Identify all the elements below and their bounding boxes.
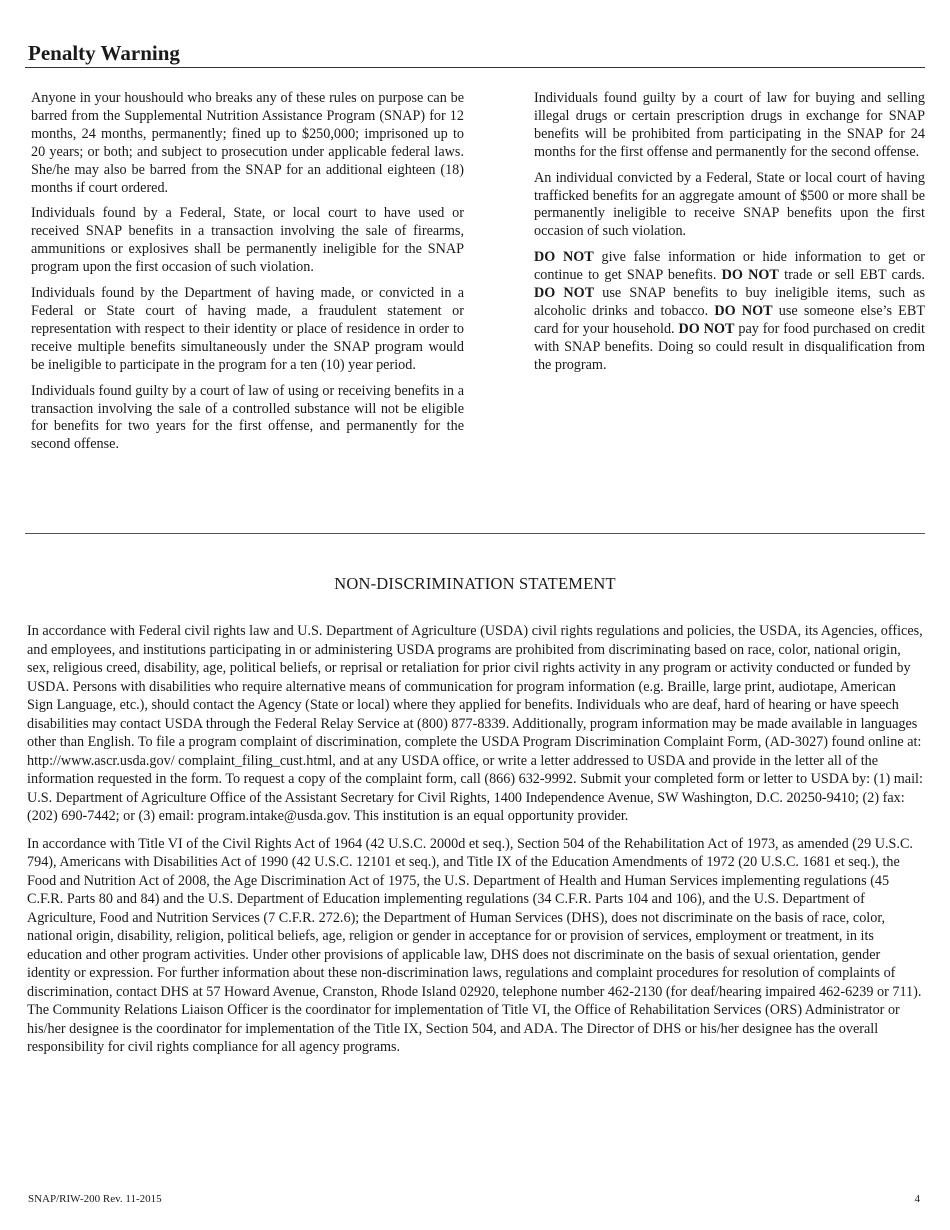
- penalty-paragraph: Anyone in your houshould who breaks any of these rules on purpose can be barred from the Supplemental Nutrition Assistance Program (SNAP) for 12 months, 24 months, permanently; fined up to $250,000; imprisoned up to 20 years; or both; and subject to prosecution under applicable federal laws. She/he may also be barred from the SNAP for an additional eighteen (18) months if court ordered.: [31, 90, 464, 196]
- page-title: Penalty Warning: [28, 41, 180, 65]
- non-discrimination-heading: NON-DISCRIMINATION STATEMENT: [334, 574, 616, 593]
- non-discrimination-paragraph: In accordance with Federal civil rights law and U.S. Department of Agriculture (USDA) civil rights regulations and policies, the USDA, its Agencies, offices, and employees, and institutions participating in or administering USDA programs are prohibited from discriminating based on race, color, national origin, sex, religious creed, disability, age, political beliefs, or reprisal or retaliation for prior civil rights activity in any program or activity conducted or funded by USDA. Persons with disabilities who require alternative means of communication for program information (e.g. Braille, large print, audiotape, American Sign Language, etc.), should contact the Agency (State or local) where they applied for benefits. Individuals who are deaf, hard of hearing or have speech disabilities may contact USDA through the Federal Relay Service at (800) 877-8339. Additionally, program information may be made available in languages other than English. To file a program complaint of discrimination, complete the USDA Program Discrimination Complaint Form, (AD-3027) found online at: http://www.ascr.usda.gov/ complaint_filing_cust.html, and at any USDA office, or write a letter addressed to USDA and provide in the letter all of the information requested in the form. To request a copy of the complaint form, call (866) 632-9992. Submit your completed form or letter to USDA by: (1) mail: U.S. Department of Agriculture Office of the Assistant Secretary for Civil Rights, 1400 Independence Avenue, SW Washington, D.C. 20250-9410; (2) fax: (202) 690-7442; or (3) email: program.intake@usda.gov. This institution is an equal opportunity provider.: [27, 623, 923, 824]
- penalty-paragraph: Individuals found guilty by a court of law for buying and selling illegal drugs or certain prescription drugs in exchange for SNAP benefits will be prohibited from participating in the SNAP for 24 months for the first offense and permanently for the second offense.: [534, 90, 925, 160]
- penalty-left-column: [31, 90, 464, 462]
- do-not-text: use SNAP benefits to buy ineligible items, such as alcoholic drinks and tobacco.: [534, 285, 926, 319]
- penalty-paragraph: An individual convicted by a Federal, State or local court of having trafficked benefits for an aggregate amount of $500 or more shall be permanently ineligible to receive SNAP benefits upon the first occasion of such violation.: [534, 169, 925, 240]
- page-number: 4: [914, 1193, 920, 1205]
- do-not-text: use someone else’s EBT card for your household.: [534, 302, 925, 337]
- do-not-label: DO NOT: [714, 302, 773, 319]
- form-identifier: SNAP/RIW-200 Rev. 11-2015: [28, 1193, 162, 1205]
- penalty-paragraph: Individuals found by the Department of having made, or convicted in a Federal or State court of having made, a fraudulent statement or representation with respect to their identity or place of residence in order to receive multiple benefits simultaneously under the SNAP program would be ineligible to participate in the program for a ten (10) year period.: [31, 285, 464, 373]
- title-divider: [25, 67, 925, 68]
- penalty-paragraph: Individuals found by a Federal, State, or local court to have used or received SNAP benefits in a transaction involving the sale of firearms, ammunitions or explosives shall be permanently ineligible for the SNAP program upon the first occasion of such violation.: [31, 205, 464, 276]
- do-not-label: DO NOT: [678, 320, 735, 337]
- do-not-label: DO NOT: [534, 249, 594, 266]
- non-discrimination-body: [27, 622, 925, 1066]
- do-not-label: DO NOT: [721, 267, 779, 284]
- do-not-paragraph: [534, 249, 925, 374]
- do-not-text: pay for food purchased on credit with SNAP benefits. Doing so could result in disqualification from the program.: [534, 320, 926, 373]
- penalty-right-column: [534, 90, 925, 383]
- do-not-label: DO NOT: [534, 285, 595, 302]
- section-divider: [25, 533, 925, 534]
- do-not-text: give false information or hide information to get or continue to get SNAP benefits.: [534, 249, 925, 284]
- non-discrimination-paragraph: In accordance with Title VI of the Civil Rights Act of 1964 (42 U.S.C. 2000d et seq.), Section 504 of the Rehabilitation Act of 1973, as amended (29 U.S.C. 794), Americans with Disabilities Act of 1990 (42 U.S.C. 12101 et seq.), and Title IX of the Education Amendments of 1972 (20 U.S.C. 1681 et seq.), the Food and Nutrition Act of 2008, the Age Discrimination Act of 1975, the U.S. Department of Health and Human Services implementing regulations (45 C.F.R. Parts 80 and 84) and the U.S. Department of Education implementing regulations (34 C.F.R. Parts 104 and 106), and the U.S. Department of Agriculture, Food and Nutrition Services (7 C.F.R. 272.6); the Department of Human Services (DHS), does not discriminate on the basis of race, color, national origin, disability, religion, political beliefs, age, religion or gender in acceptance for or provision of services, employment or treatment, in its education and other program activities. Under other provisions of applicable law, DHS does not discriminate on the basis of sexual orientation, gender identity or expression. For further information about these non-discrimination laws, regulations and complaint procedures for resolution of complaints of discrimination, contact DHS at 57 Howard Avenue, Cranston, Rhode Island 02920, telephone number 462-2130 (for deaf/hearing impaired 462-6239 or 711). The Community Relations Liaison Officer is the coordinator for implementation of Title VI, the Office of Rehabilitation Services (ORS) Administrator or his/her designee is the coordinator for implementation of the Title IX, Section 504, and ADA. The Director of DHS or his/her designee has the overall responsibility for civil rights compliance for all agency programs.: [27, 835, 922, 1055]
- do-not-text: trade or sell EBT cards.: [778, 267, 925, 284]
- penalty-paragraph: Individuals found guilty by a court of law of using or receiving benefits in a transaction involving the sale of a controlled substance will not be eligible for benefits for two years for the first offense, and permanently for the second offense.: [31, 382, 464, 453]
